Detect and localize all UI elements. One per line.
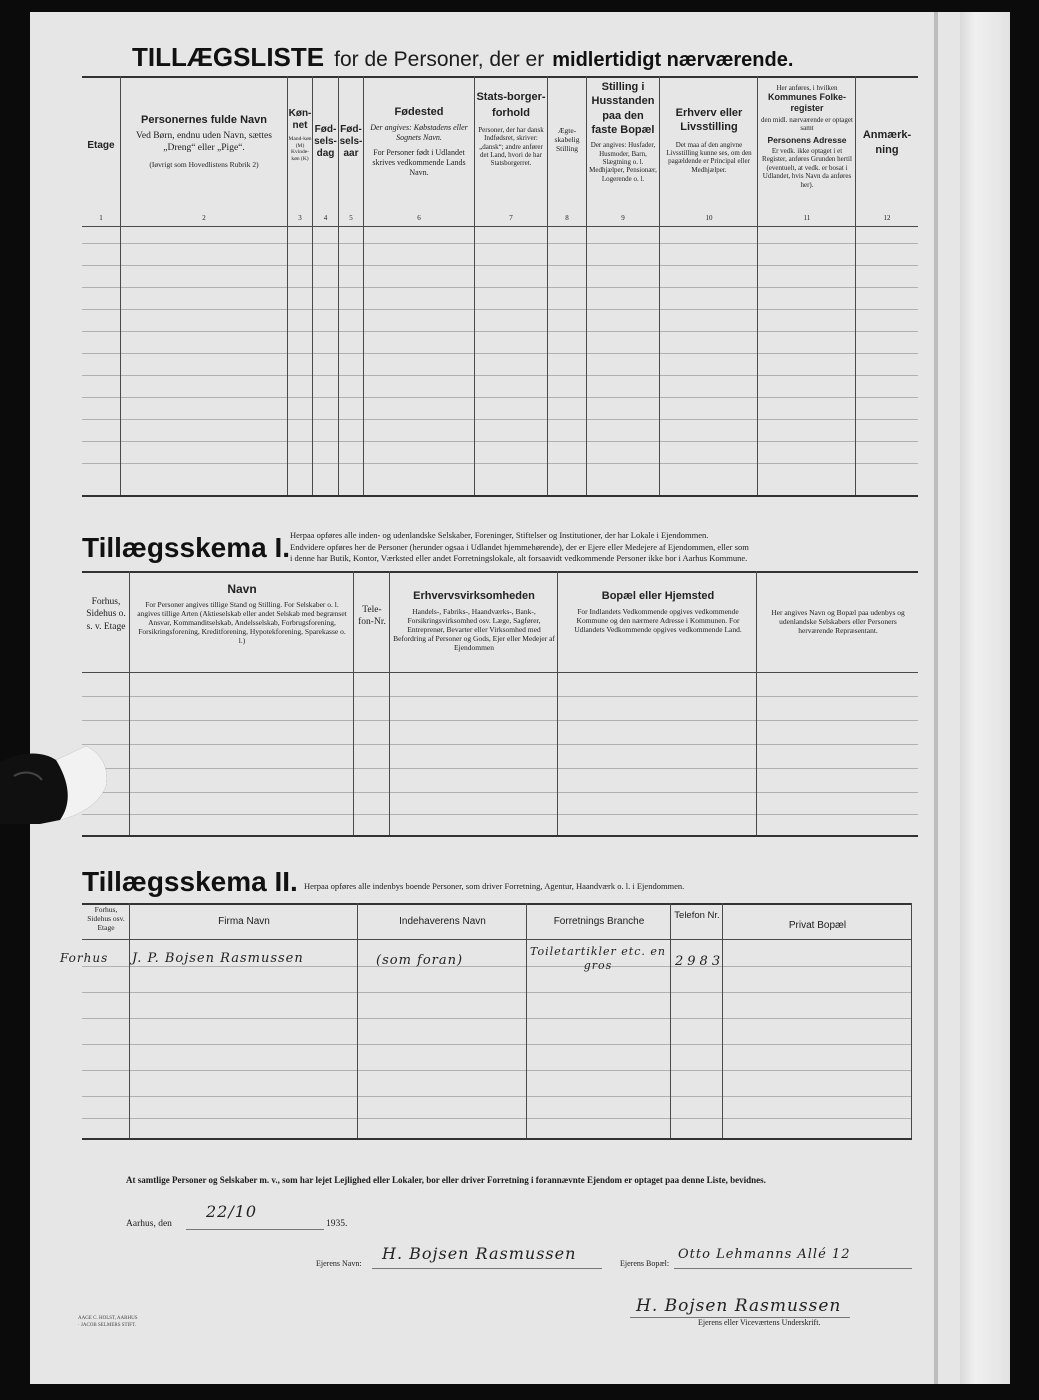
- col-erhverv-desc: Det maa af den angivne Livsstilling kunne ses, om den pagældende er Principal eller Medhjælper.: [666, 140, 752, 174]
- col-etage-title: Etage: [87, 140, 115, 151]
- col-stilling-title: Stilling i Husstanden paa den faste Bopæl: [591, 81, 655, 136]
- owner-address-label: Ejerens Bopæl:: [620, 1259, 670, 1268]
- col-stilling-desc: Der angives: Husfader, Husmoder, Barn, Slægtning o. l. Medhjælper, Pensionær, Logerende o. l.: [589, 141, 657, 183]
- col-erhverv-header: [662, 106, 756, 174]
- col-num-2: 2: [202, 214, 206, 222]
- skema2-col-etage: Forhus, Sidehus osv. Etage: [87, 905, 125, 932]
- skema1-col-erhverv-desc: Handels-, Fabriks-, Haandværks-, Bank-, Forsikringsvirksomhed osv. Læge, Sagfører, Entreprenør, Bevarter eller Virksomhed med Befordring af Personer og Gods, Ejer eller Medejer af Ejendommen: [393, 607, 555, 653]
- form-title-bold1: TILLÆGSLISTE: [132, 42, 325, 72]
- skema1-col-navn-desc: For Personer angives tillige Stand og Stilling. For Selskaber o. l. angives tillige Arten (Aktieselskab eller andet Selskab med begrænset Ansvar, Kommanditselskab, Andelsselskab, Forbrugsforening, Forsikringsforening, Kreditforening, Hypotekforening, Sparekasse o. l.): [137, 600, 347, 646]
- col-statsborger-header: [476, 90, 546, 168]
- col-register-title2: Personens Adresse: [767, 134, 847, 145]
- col-erhverv-title: Erhverv eller Livsstilling: [675, 107, 743, 134]
- col-koen-desc: Mand-køn (M) Kvinde-køn (K): [288, 136, 312, 162]
- skema1-text-line2: Endvidere opføres her de Personer (herunder ogsaa i Udlandet hjemmehørende), der er Ejere eller Medejere af Ejendommen, eller som: [290, 541, 749, 552]
- skema2-col-firma: Firma Navn: [218, 916, 270, 927]
- skema1-text: [290, 530, 930, 565]
- col-num-1: 1: [99, 214, 103, 222]
- skema1-col-navn-title: Navn: [227, 582, 257, 596]
- col-num-6: 6: [417, 214, 421, 222]
- skema1-col-bopael-desc: For Indlandets Vedkommende opgives vedkommende Kommune og den nærmere Adresse i Kommunen. For Udlandets Vedkommende opgives vedkommende Land.: [574, 607, 742, 635]
- col-register-note: Er vedk. ikke optaget i et Register, anføres Grunden hertil (eventuelt, at vedk. er bosat i Udlandet, hvis Navn da anføres her).: [762, 146, 852, 189]
- col-etage-header: [84, 140, 118, 156]
- skema1-col-bopael: [562, 590, 754, 634]
- year-value: 1935.: [326, 1219, 348, 1229]
- skema2-row1-firma: J. P. Bojsen Rasmussen: [132, 951, 304, 966]
- col-foedested-header: [366, 106, 472, 177]
- binder-clip-image: [0, 746, 112, 824]
- skema2-text: Herpaa opføres alle indenbys boende Personer, som driver Forretning, Agentur, Haandværk o. l. i Ejendommen.: [304, 881, 685, 891]
- col-foedselsaar-header: [339, 124, 363, 164]
- form-title-bold2: midlertidigt nærværende.: [552, 49, 794, 71]
- printer-imprint: AAGE C. HOLST, AARHUS · JACOB SELMERS STIFT.: [78, 1316, 138, 1328]
- skema1-text-line1: Herpaa opføres alle inden- og udenlandske Selskaber, Foreninger, Stiftelser og Institutioner, der har Lokale i Ejendommen.: [290, 530, 709, 540]
- col-navn-header: [124, 114, 284, 169]
- skema2-row1-etage: Forhus: [60, 951, 109, 965]
- owner-address-value: Otto Lehmanns Allé 12: [678, 1247, 851, 1262]
- skema2-col-branche: Forretnings Branche: [553, 916, 645, 927]
- skema2-col-telefon: Telefon Nr.: [674, 910, 720, 921]
- col-num-5: 5: [349, 214, 353, 222]
- skema2-row1-indehaver: (som foran): [376, 953, 464, 968]
- owner-name-value: H. Bojsen Rasmussen: [382, 1244, 577, 1263]
- skema1-col-navn: [136, 582, 348, 645]
- form-title-mid: for de Personer, der er: [334, 48, 545, 71]
- col-aegteskab-header: [548, 126, 586, 153]
- skema2-title: Tillægsskema II.: [82, 866, 298, 897]
- col-num-8: 8: [565, 214, 569, 222]
- skema1-col-repraesentant: [762, 608, 914, 635]
- skema1-title: Tillægsskema I.: [82, 532, 291, 563]
- binding-gutter: [934, 12, 938, 1384]
- place-label: Aarhus, den: [126, 1219, 172, 1229]
- skema1-col-telefon-title: Tele-fon-Nr.: [358, 605, 386, 628]
- date-value: 22/10: [206, 1202, 258, 1221]
- col-num-11: 11: [803, 214, 811, 222]
- col-anmaerkning-title: Anmærk-ning: [862, 129, 912, 157]
- signature-label: Ejerens eller Viceværtens Underskrift.: [698, 1318, 821, 1327]
- signature-value: H. Bojsen Rasmussen: [636, 1296, 842, 1316]
- skema2-col-indehaver: Indehaverens Navn: [399, 916, 486, 927]
- declaration-text: At samtlige Personer og Selskaber m. v., som har lejet Lejlighed eller Lokaler, bor eller driver Forretning i forannævnte Ejendom er optaget paa denne Liste, bevidnes.: [126, 1175, 766, 1185]
- col-num-7: 7: [509, 214, 513, 222]
- col-foedested-title: Fødested: [394, 106, 444, 118]
- col-foedested-note: For Personer født i Udlandet skrives vedkommende Lands Navn.: [372, 148, 466, 177]
- col-register-header: [759, 84, 855, 189]
- col-num-10: 10: [705, 214, 713, 222]
- form-title: [132, 42, 892, 73]
- skema1-col-erhverv: [392, 590, 556, 652]
- skema1-col-erhverv-title: Erhvervsvirksomheden: [413, 590, 535, 602]
- col-aegteskab-title: Ægte-skabelig Stilling: [554, 126, 580, 153]
- skema1-col-etage: [84, 596, 128, 633]
- col-koen-title: Køn-net: [288, 108, 312, 131]
- skema1-col-telefon: [355, 604, 389, 629]
- col-register-desc: den midl. nærværende er optaget samt: [761, 115, 853, 133]
- col-foedselsaar-title: Fød-sels-aar: [339, 124, 363, 159]
- skema1-text-line3: i denne har Butik, Kontor, Værksted eller andet Forretningslokale, alt forsaavidt vedkommende Personer ikke bor i Aarhus Kommune.: [290, 553, 748, 564]
- skema2-row1-branche: Toiletartikler etc. en gros: [530, 945, 666, 972]
- col-foedested-desc: Der angives: Købstadens eller Sognets Navn.: [370, 123, 468, 142]
- col-statsborger-title: Stats-borger-forhold: [476, 91, 546, 119]
- skema1-col-etage-title: Forhus, Sidehus o. s. v. Etage: [86, 597, 126, 632]
- col-num-3: 3: [298, 214, 302, 222]
- skema2-row1-telefon: 2983: [675, 954, 725, 969]
- col-num-12: 12: [883, 214, 891, 222]
- col-num-4: 4: [323, 214, 328, 222]
- col-register-pre: Her anføres, i hvilken: [776, 84, 838, 92]
- col-navn-desc: Ved Børn, endnu uden Navn, sættes „Dreng“ eller „Pige“.: [136, 131, 272, 153]
- col-navn-note: (Iøvrigt som Hovedlistens Rubrik 2): [149, 159, 259, 169]
- col-register-title: Kommunes Folke-register: [767, 92, 846, 114]
- col-foedselsdag-header: [313, 124, 338, 164]
- col-navn-title: Personernes fulde Navn: [141, 114, 267, 126]
- col-anmaerkning-header: [857, 128, 917, 163]
- skema2-col-bopael: Privat Bopæl: [788, 920, 847, 931]
- owner-name-label: Ejerens Navn:: [316, 1259, 362, 1268]
- col-statsborger-desc: Personer, der har dansk Indfødsret, skriver: „dansk“; andre anfører det Land, hvori de har Statsborgerret.: [478, 125, 544, 168]
- col-stilling-header: [588, 80, 658, 183]
- skema1-col-repraesentant-desc: Her angives Navn og Bopæl paa udenbys og udenlandske Selskabers eller Personers herværende Repræsentant.: [771, 608, 905, 635]
- skema1-col-bopael-title: Bopæl eller Hjemsted: [601, 590, 715, 602]
- col-koen-header: [288, 108, 312, 162]
- next-page-edge: [960, 12, 1010, 1384]
- col-num-9: 9: [621, 214, 625, 222]
- col-foedselsdag-title: Fød-sels-dag: [314, 124, 337, 159]
